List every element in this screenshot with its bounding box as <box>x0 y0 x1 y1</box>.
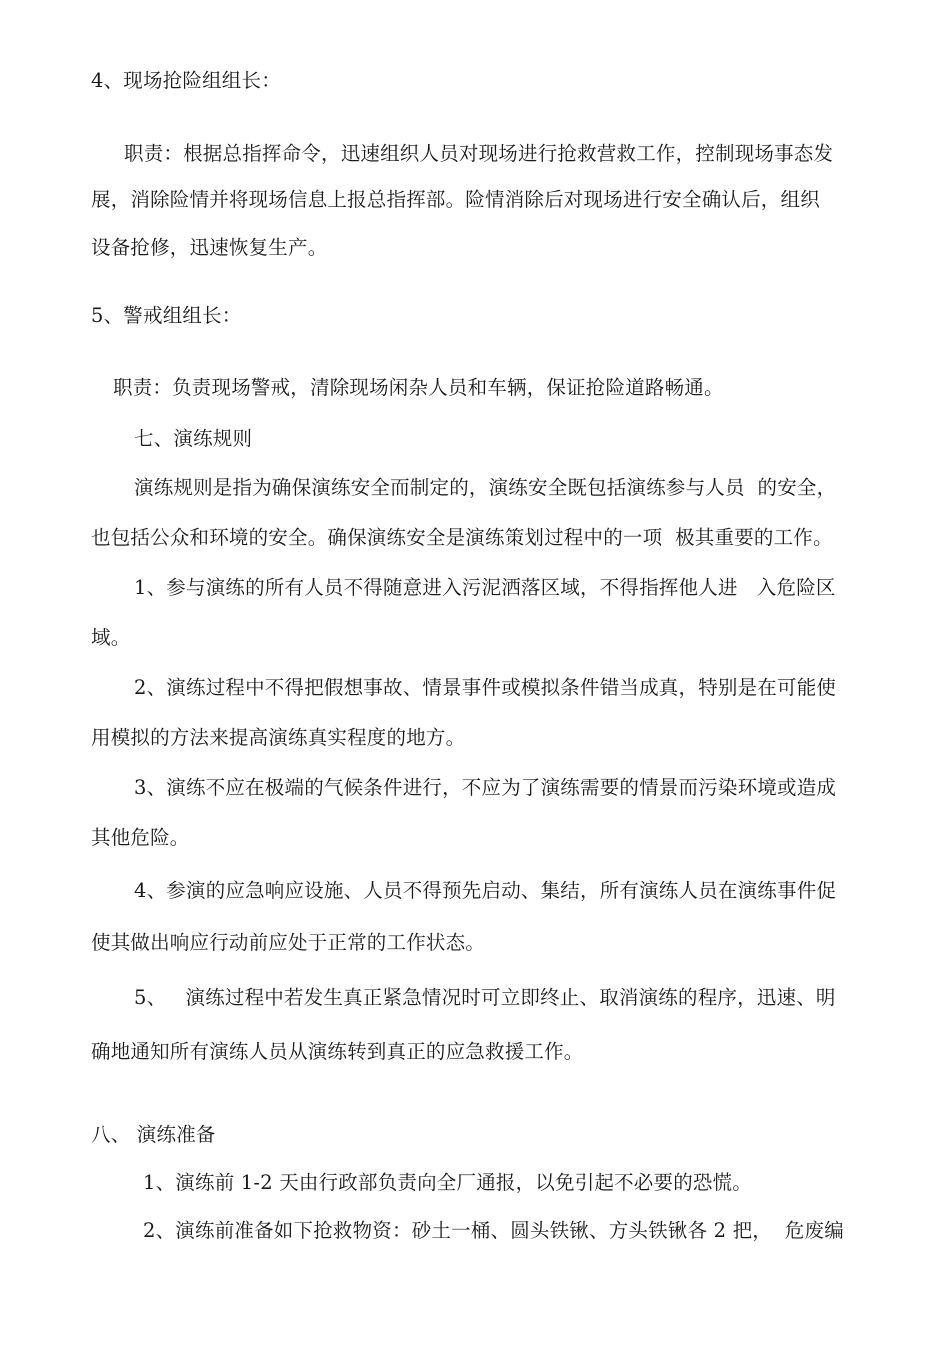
paragraph-line: 用模拟的方法来提高演练真实程度的地方。 <box>91 726 466 749</box>
paragraph-line: 使其做出响应行动前应处于正常的工作状态。 <box>91 931 486 954</box>
rule-item-4: 4、参演的应急响应设施、人员不得预先启动、集结，所有演练人员在演练事件促 <box>134 879 837 902</box>
paragraph-line: 职责：根据总指挥命令，迅速组织人员对现场进行抢救营救工作，控制现场事态发 <box>124 142 834 165</box>
heading-security-group-leader: 5、警戒组组长： <box>91 304 242 327</box>
heading-rescue-group-leader: 4、现场抢险组组长： <box>91 69 281 92</box>
section-heading-drill-preparation: 八、 演练准备 <box>91 1123 216 1146</box>
paragraph-line: 展，消除险情并将现场信息上报总指挥部。险情消除后对现场进行安全确认后，组织 <box>91 188 820 211</box>
section-heading-drill-rules: 七、演练规则 <box>134 427 253 450</box>
paragraph-line: 其他危险。 <box>91 826 190 849</box>
paragraph-line: 确地通知所有演练人员从演练转到真正的应急救援工作。 <box>91 1040 584 1063</box>
paragraph-line: 也包括公众和环境的安全。确保演练安全是演练策划过程中的一项 极其重要的工作。 <box>91 526 833 549</box>
paragraph-line: 演练规则是指为确保演练安全而制定的，演练安全既包括演练参与人员 的安全， <box>134 476 837 499</box>
prep-item-2: 2、演练前准备如下抢救物资：砂土一桶、圆头铁锹、方头铁锹各 2 把， 危废编 <box>143 1219 844 1242</box>
paragraph-line: 设备抢修，迅速恢复生产。 <box>91 236 328 259</box>
rule-item-5: 5、 演练过程中若发生真正紧急情况时可立即终止、取消演练的程序，迅速、明 <box>134 986 836 1009</box>
rule-item-3: 3、演练不应在极端的气候条件进行，不应为了演练需要的情景而污染环境或造成 <box>134 776 837 799</box>
paragraph-line: 职责：负责现场警戒，清除现场闲杂人员和车辆，保证抢险道路畅通。 <box>113 376 724 399</box>
prep-item-1: 1、演练前 1-2 天由行政部负责向全厂通报，以免引起不必要的恐慌。 <box>143 1171 753 1194</box>
paragraph-line: 域。 <box>91 626 131 649</box>
rule-item-1: 1、参与演练的所有人员不得随意进入污泥洒落区域，不得指挥他人进 入危险区 <box>134 576 836 599</box>
rule-item-2: 2、演练过程中不得把假想事故、情景事件或模拟条件错当成真，特别是在可能使 <box>134 676 837 699</box>
